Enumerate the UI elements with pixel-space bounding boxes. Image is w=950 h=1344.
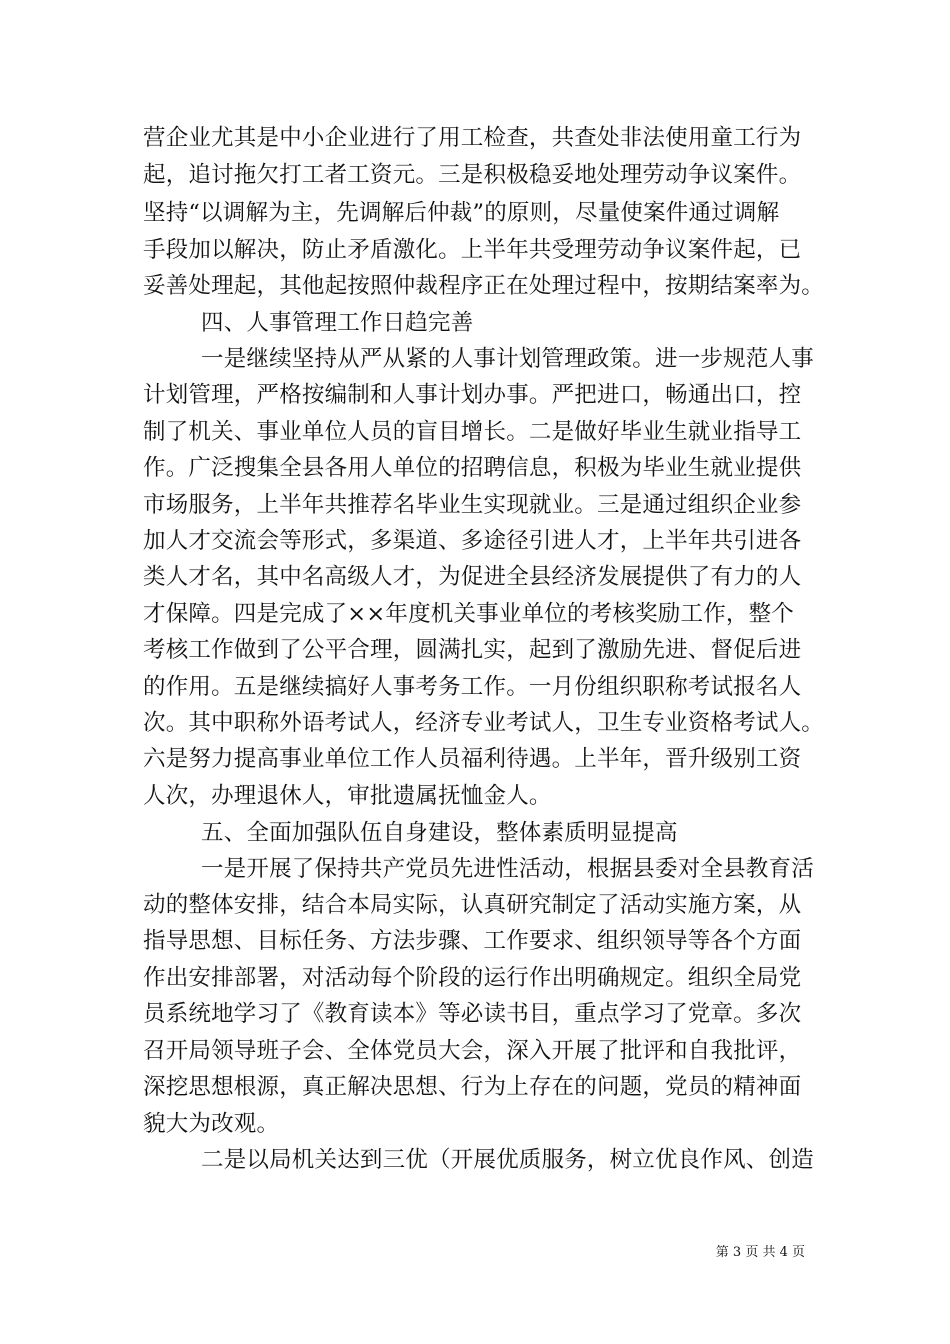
text-line: 深挖思想根源，真正解决思想、行为上存在的问题，党员的精神面 (143, 1074, 802, 1100)
text-line: 起，追讨拖欠打工者工资元。三是积极稳妥地处理劳动争议案件。 (143, 162, 802, 188)
text-line: 貌大为改观。 (143, 1111, 280, 1137)
text-line: 次。其中职称外语考试人，经济专业考试人，卫生专业资格考试人。 (143, 710, 825, 736)
section-heading: 四、人事管理工作日趋完善 (201, 310, 474, 336)
text-line: 制了机关、事业单位人员的盲目增长。二是做好毕业生就业指导工 (143, 419, 802, 445)
text-line: 考核工作做到了公平合理，圆满扎实，起到了激励先进、督促后进 (143, 637, 802, 663)
text-line: 计划管理，严格按编制和人事计划办事。严把进口，畅通出口，控 (143, 382, 802, 408)
text-line: 市场服务，上半年共推荐名毕业生实现就业。三是通过组织企业参 (143, 492, 802, 518)
text-line: 作。广泛搜集全县各用人单位的招聘信息，积极为毕业生就业提供 (143, 455, 802, 481)
text-line: 作出安排部署，对活动每个阶段的运行作出明确规定。组织全局党 (143, 965, 802, 991)
text-line: 妥善处理起，其他起按照仲裁程序正在处理过程中，按期结案率为。 (143, 273, 825, 299)
text-line: 一是开展了保持共产党员先进性活动，根据县委对全县教育活 (201, 856, 814, 882)
text-line: 人次，办理退休人，审批遗属抚恤金人。 (143, 783, 552, 809)
text-line: 手段加以解决，防止矛盾激化。上半年共受理劳动争议案件起，已 (143, 237, 802, 263)
page-number: 第 3 页 共 4 页 (715, 1245, 805, 1260)
section-heading: 五、全面加强队伍自身建设，整体素质明显提高 (201, 820, 678, 846)
text-line: 的作用。五是继续搞好人事考务工作。一月份组织职称考试报名人 (143, 674, 802, 700)
text-line: 加人才交流会等形式，多渠道、多途径引进人才，上半年共引进各 (143, 528, 802, 554)
text-line: 召开局领导班子会、全体党员大会，深入开展了批评和自我批评， (143, 1038, 802, 1064)
text-line: 营企业尤其是中小企业进行了用工检查，共查处非法使用童工行为 (143, 125, 802, 151)
text-line: 一是继续坚持从严从紧的人事计划管理政策。进一步规范人事 (201, 346, 814, 372)
text-line: 六是努力提高事业单位工作人员福利待遇。上半年，晋升级别工资 (143, 746, 802, 772)
text-line: 员系统地学习了《教育读本》等必读书目，重点学习了党章。多次 (143, 1001, 802, 1027)
text-line: 动的整体安排，结合本局实际，认真研究制定了活动实施方案，从 (143, 892, 802, 918)
text-line: 二是以局机关达到三优（开展优质服务，树立优良作风、创造 (201, 1147, 814, 1173)
text-line: 指导思想、目标任务、方法步骤、工作要求、组织领导等各个方面 (143, 928, 802, 954)
text-line: 才保障。四是完成了××年度机关事业单位的考核奖励工作，整个 (143, 601, 795, 627)
text-line: 类人才名，其中名高级人才，为促进全县经济发展提供了有力的人 (143, 564, 802, 590)
text-line: 坚持“以调解为主，先调解后仲裁”的原则，尽量使案件通过调解 (143, 200, 780, 226)
